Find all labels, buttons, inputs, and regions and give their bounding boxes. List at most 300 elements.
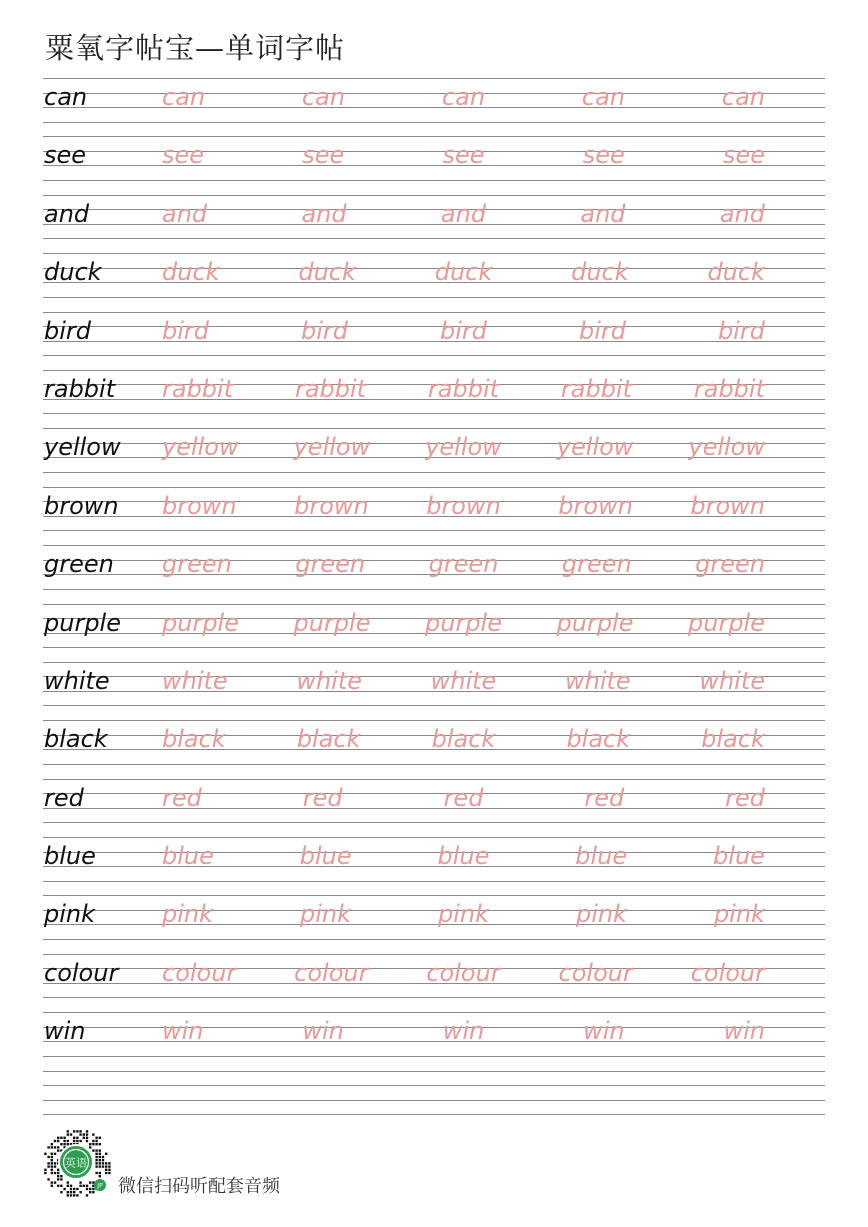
qr-dot xyxy=(51,1172,53,1174)
trace-word: win xyxy=(723,1017,765,1046)
trace-word: colour xyxy=(690,958,765,987)
trace-word: pink xyxy=(162,900,214,929)
practice-row xyxy=(43,717,825,775)
qr-dot xyxy=(54,1146,56,1148)
qr-dot xyxy=(92,1149,94,1151)
guide-line xyxy=(43,1114,825,1115)
guide-line xyxy=(43,997,825,998)
qr-dot xyxy=(60,1185,62,1187)
qr-dot xyxy=(70,1185,72,1187)
trace-word: colour xyxy=(294,958,369,987)
trace-word: colour xyxy=(162,958,237,987)
trace-word: and xyxy=(301,199,347,228)
guide-line xyxy=(43,122,825,123)
trace-word: purple xyxy=(688,608,765,637)
trace-word: red xyxy=(302,783,343,812)
qr-dot xyxy=(67,1194,69,1196)
trace-word: green xyxy=(695,550,765,579)
qr-dot xyxy=(47,1178,49,1180)
qr-dot xyxy=(51,1156,53,1158)
model-word: white xyxy=(44,666,110,695)
qr-dot xyxy=(63,1143,65,1145)
qr-dot xyxy=(79,1191,81,1193)
footer xyxy=(40,1126,440,1201)
trace-group xyxy=(162,843,765,869)
trace-word: rabbit xyxy=(294,374,367,403)
qr-dot xyxy=(73,1137,75,1139)
qr-dot xyxy=(92,1143,94,1145)
qr-dot xyxy=(76,1130,78,1132)
trace-word: duck xyxy=(298,258,356,287)
model-word: duck xyxy=(44,258,102,287)
trace-word: blue xyxy=(575,842,628,871)
qr-dot xyxy=(63,1140,65,1142)
guide-line xyxy=(43,939,825,940)
guide-line xyxy=(43,297,825,298)
qr-dot xyxy=(44,1153,46,1155)
trace-word: black xyxy=(431,725,496,754)
guide-line xyxy=(43,413,825,414)
qr-dot xyxy=(70,1194,72,1196)
practice-row xyxy=(43,542,825,600)
guide-line xyxy=(43,136,825,137)
guide-line xyxy=(43,604,825,605)
trace-word: see xyxy=(582,141,625,170)
qr-dot xyxy=(95,1143,97,1145)
practice-row xyxy=(43,834,825,892)
trace-group xyxy=(162,318,765,344)
qr-dot xyxy=(99,1156,101,1158)
guide-line xyxy=(43,355,825,356)
trace-word: see xyxy=(442,141,485,170)
trace-group xyxy=(162,259,765,285)
qr-dot xyxy=(99,1143,101,1145)
guide-line xyxy=(43,1056,825,1057)
qr-dot xyxy=(99,1153,101,1155)
practice-row xyxy=(43,250,825,308)
qr-dot xyxy=(47,1156,49,1158)
trace-word: green xyxy=(561,550,632,579)
guide-line xyxy=(43,195,825,196)
trace-word: see xyxy=(722,141,765,170)
guide-line xyxy=(43,954,825,955)
qr-badge-label: 英语 xyxy=(65,1156,87,1170)
qr-dot xyxy=(95,1140,97,1142)
model-word: and xyxy=(44,199,90,228)
guide-line xyxy=(43,370,825,371)
trace-word: and xyxy=(580,199,626,228)
empty-practice-row xyxy=(43,1068,825,1126)
practice-row xyxy=(43,484,825,542)
trace-word: red xyxy=(443,783,484,812)
trace-word: bird xyxy=(439,316,487,345)
trace-word: white xyxy=(699,666,765,695)
guide-line xyxy=(43,647,825,648)
qr-dot xyxy=(76,1194,78,1196)
qr-dot xyxy=(73,1130,75,1132)
model-word: purple xyxy=(44,608,121,637)
qr-dot xyxy=(105,1162,107,1164)
guide-line xyxy=(43,895,825,896)
trace-word: pink xyxy=(299,900,351,929)
trace-group xyxy=(162,1018,765,1044)
qr-dot xyxy=(44,1172,46,1174)
qr-dot xyxy=(44,1169,46,1171)
qr-dot xyxy=(51,1159,53,1161)
qr-dot xyxy=(60,1137,62,1139)
trace-word: blue xyxy=(299,842,352,871)
trace-word: blue xyxy=(162,842,214,871)
trace-word: red xyxy=(725,783,765,812)
trace-word: pink xyxy=(575,900,627,929)
qr-dot xyxy=(73,1140,75,1142)
qr-dot xyxy=(70,1188,72,1190)
qr-dot xyxy=(60,1178,62,1180)
trace-group xyxy=(162,434,765,460)
guide-line xyxy=(43,779,825,780)
trace-word: white xyxy=(564,666,631,695)
qr-dot xyxy=(54,1181,56,1183)
trace-group xyxy=(162,726,765,752)
trace-word: blue xyxy=(713,842,765,871)
qr-dot xyxy=(105,1153,107,1155)
practice-row xyxy=(43,951,825,1009)
qr-dot xyxy=(89,1188,91,1190)
qr-dot xyxy=(105,1172,107,1174)
trace-group xyxy=(162,551,765,577)
guide-line xyxy=(43,589,825,590)
model-word: can xyxy=(44,83,88,111)
footer-caption: 微信扫码听配套音频 xyxy=(118,1176,280,1197)
practice-row xyxy=(43,75,825,133)
trace-word: blue xyxy=(437,842,490,871)
qr-dot xyxy=(73,1188,75,1190)
qr-dot xyxy=(51,1153,53,1155)
qr-dot xyxy=(83,1185,85,1187)
qr-dot xyxy=(79,1130,81,1132)
qr-dot xyxy=(57,1169,59,1171)
qr-dot xyxy=(79,1185,81,1187)
qr-dot xyxy=(95,1137,97,1139)
qr-dot xyxy=(95,1165,97,1167)
trace-word: pink xyxy=(713,900,765,929)
qr-dot xyxy=(57,1175,59,1177)
qr-dot xyxy=(105,1169,107,1171)
qr-dot xyxy=(89,1181,91,1183)
trace-word: brown xyxy=(690,491,765,520)
qr-dot xyxy=(70,1191,72,1193)
qr-dot xyxy=(60,1143,62,1145)
trace-word: and xyxy=(162,199,208,228)
qr-dot xyxy=(95,1172,97,1174)
trace-word: colour xyxy=(426,958,501,987)
qr-dot xyxy=(76,1140,78,1142)
qr-dot xyxy=(92,1188,94,1190)
guide-line xyxy=(43,881,825,882)
trace-word: rabbit xyxy=(427,374,500,403)
guide-line xyxy=(43,720,825,721)
model-word: see xyxy=(44,141,87,170)
trace-word: bird xyxy=(300,316,348,345)
qr-dot xyxy=(86,1137,88,1139)
trace-word: see xyxy=(302,141,345,170)
trace-word: can xyxy=(581,83,626,111)
qr-dot xyxy=(108,1172,110,1174)
trace-word: and xyxy=(719,199,765,228)
qr-dot xyxy=(102,1159,104,1161)
trace-group xyxy=(162,142,765,168)
guide-line xyxy=(43,253,825,254)
trace-word: duck xyxy=(162,258,220,287)
trace-word: can xyxy=(441,83,486,111)
trace-word: black xyxy=(162,725,226,754)
qr-dot xyxy=(108,1162,110,1164)
model-word: red xyxy=(44,783,84,812)
qr-dot xyxy=(54,1162,56,1164)
trace-group xyxy=(162,668,765,694)
guide-line xyxy=(43,1071,825,1072)
qr-dot xyxy=(83,1133,85,1135)
practice-row xyxy=(43,133,825,191)
qr-dot xyxy=(51,1169,53,1171)
guide-line xyxy=(43,180,825,181)
trace-group xyxy=(162,901,765,927)
qr-corner-label: JP xyxy=(97,1182,103,1190)
model-word: blue xyxy=(44,842,96,871)
qr-dot xyxy=(60,1191,62,1193)
qr-dot xyxy=(51,1146,53,1148)
model-word: bird xyxy=(44,316,92,345)
trace-group xyxy=(162,201,765,227)
qr-dot xyxy=(54,1172,56,1174)
trace-word: rabbit xyxy=(560,374,633,403)
guide-line xyxy=(43,312,825,313)
qr-dot xyxy=(76,1188,78,1190)
qr-dot xyxy=(76,1137,78,1139)
qr-dot xyxy=(89,1143,91,1145)
qr-dot xyxy=(47,1165,49,1167)
trace-word: win xyxy=(162,1017,204,1046)
guide-line xyxy=(43,428,825,429)
qr-dot xyxy=(102,1165,104,1167)
trace-word: duck xyxy=(571,258,629,287)
trace-word: purple xyxy=(162,608,239,637)
trace-group xyxy=(162,84,765,110)
trace-word: green xyxy=(162,550,232,579)
guide-line xyxy=(43,487,825,488)
trace-group xyxy=(162,493,765,519)
trace-word: can xyxy=(162,83,206,111)
qr-dot xyxy=(102,1162,104,1164)
trace-word: green xyxy=(295,550,366,579)
trace-word: bird xyxy=(578,316,626,345)
qr-dot xyxy=(51,1181,53,1183)
trace-word: can xyxy=(301,83,346,111)
qr-dot xyxy=(63,1188,65,1190)
practice-row xyxy=(43,192,825,250)
qr-dot xyxy=(99,1175,101,1177)
qr-code-icon[interactable] xyxy=(40,1126,112,1198)
trace-group xyxy=(162,376,765,402)
qr-dot xyxy=(99,1172,101,1174)
qr-dot xyxy=(95,1159,97,1161)
model-word: black xyxy=(44,725,108,754)
qr-dot xyxy=(57,1140,59,1142)
qr-dot xyxy=(60,1175,62,1177)
trace-word: win xyxy=(442,1017,485,1046)
qr-dot xyxy=(92,1133,94,1135)
qr-dot xyxy=(92,1191,94,1193)
qr-dot xyxy=(54,1140,56,1142)
trace-word: duck xyxy=(707,258,765,287)
qr-dot xyxy=(86,1185,88,1187)
guide-line xyxy=(43,530,825,531)
qr-dot xyxy=(67,1140,69,1142)
trace-word: see xyxy=(162,141,205,170)
practice-row xyxy=(43,601,825,659)
qr-dot xyxy=(95,1153,97,1155)
model-word: rabbit xyxy=(44,374,116,403)
practice-row xyxy=(43,1009,825,1067)
qr-dot xyxy=(83,1137,85,1139)
guide-line xyxy=(43,1100,825,1101)
qr-dot xyxy=(99,1165,101,1167)
trace-word: purple xyxy=(293,608,371,637)
qr-dot xyxy=(47,1146,49,1148)
trace-word: yellow xyxy=(162,433,239,462)
trace-word: white xyxy=(296,666,363,695)
guide-line xyxy=(43,1012,825,1013)
qr-dot xyxy=(57,1137,59,1139)
guide-line xyxy=(43,238,825,239)
guide-line xyxy=(43,837,825,838)
practice-row xyxy=(43,659,825,717)
trace-word: rabbit xyxy=(162,374,234,403)
guide-line xyxy=(43,705,825,706)
trace-word: brown xyxy=(426,491,501,520)
qr-dot xyxy=(89,1191,91,1193)
trace-word: green xyxy=(428,550,499,579)
trace-word: yellow xyxy=(556,433,634,462)
qr-dot xyxy=(79,1133,81,1135)
trace-word: black xyxy=(701,725,765,754)
qr-dot xyxy=(47,1162,49,1164)
qr-dot xyxy=(99,1149,101,1151)
trace-group xyxy=(162,610,765,636)
guide-line xyxy=(43,662,825,663)
trace-word: yellow xyxy=(688,433,765,462)
trace-word: duck xyxy=(434,258,493,287)
practice-row xyxy=(43,892,825,950)
qr-dot xyxy=(67,1181,69,1183)
qr-dot xyxy=(67,1185,69,1187)
trace-word: purple xyxy=(556,608,634,637)
qr-dot xyxy=(57,1178,59,1180)
qr-dot xyxy=(99,1137,101,1139)
qr-dot xyxy=(79,1140,81,1142)
trace-word: black xyxy=(566,725,631,754)
trace-word: bird xyxy=(717,316,765,345)
trace-group xyxy=(162,960,765,986)
qr-dot xyxy=(67,1130,69,1132)
qr-dot xyxy=(70,1133,72,1135)
guide-line xyxy=(43,1085,825,1086)
guide-line xyxy=(43,472,825,473)
qr-dot xyxy=(79,1181,81,1183)
model-word: win xyxy=(44,1017,86,1046)
trace-word: brown xyxy=(558,491,633,520)
guide-line xyxy=(43,545,825,546)
trace-word: yellow xyxy=(425,433,502,462)
trace-word: white xyxy=(430,666,497,695)
trace-word: pink xyxy=(437,900,489,929)
model-word: pink xyxy=(44,900,96,929)
trace-word: win xyxy=(583,1017,625,1046)
practice-row xyxy=(43,776,825,834)
practice-row xyxy=(43,425,825,483)
qr-dot xyxy=(73,1191,75,1193)
qr-dot xyxy=(108,1169,110,1171)
model-word: green xyxy=(44,550,114,579)
guide-line xyxy=(43,822,825,823)
practice-sheet xyxy=(43,75,825,1126)
qr-dot xyxy=(92,1140,94,1142)
trace-word: red xyxy=(162,783,202,812)
qr-dot xyxy=(95,1162,97,1164)
qr-dot xyxy=(73,1194,75,1196)
trace-word: brown xyxy=(294,491,369,520)
trace-word: white xyxy=(162,666,228,695)
qr-dot xyxy=(86,1140,88,1142)
qr-dot xyxy=(105,1165,107,1167)
qr-dot xyxy=(51,1185,53,1187)
qr-dot xyxy=(67,1133,69,1135)
trace-word: purple xyxy=(425,608,502,637)
qr-dot xyxy=(99,1162,101,1164)
trace-word: yellow xyxy=(293,433,371,462)
qr-dot xyxy=(86,1133,88,1135)
trace-word: colour xyxy=(558,958,633,987)
qr-dot xyxy=(108,1165,110,1167)
trace-word: brown xyxy=(162,491,237,520)
qr-dot xyxy=(89,1146,91,1148)
qr-dot xyxy=(57,1172,59,1174)
model-word: yellow xyxy=(44,433,121,462)
page-title: 粟氧字帖宝—单词字帖 xyxy=(45,31,346,65)
qr-dot xyxy=(57,1185,59,1187)
trace-word: bird xyxy=(162,316,210,345)
qr-dot xyxy=(67,1191,69,1193)
model-word: brown xyxy=(44,491,119,520)
trace-word: win xyxy=(302,1017,344,1046)
qr-dot xyxy=(51,1143,53,1145)
qr-dot xyxy=(51,1162,53,1164)
qr-dot xyxy=(51,1165,53,1167)
trace-word: and xyxy=(440,199,487,228)
practice-row xyxy=(43,309,825,367)
trace-word: red xyxy=(584,783,625,812)
trace-word: black xyxy=(296,725,361,754)
guide-line xyxy=(43,764,825,765)
qr-dot xyxy=(86,1188,88,1190)
trace-word: rabbit xyxy=(693,374,765,403)
qr-dot xyxy=(57,1149,59,1151)
qr-dot xyxy=(54,1153,56,1155)
model-word: colour xyxy=(44,958,119,987)
qr-dot xyxy=(67,1143,69,1145)
qr-dot xyxy=(99,1159,101,1161)
qr-dot xyxy=(95,1149,97,1151)
